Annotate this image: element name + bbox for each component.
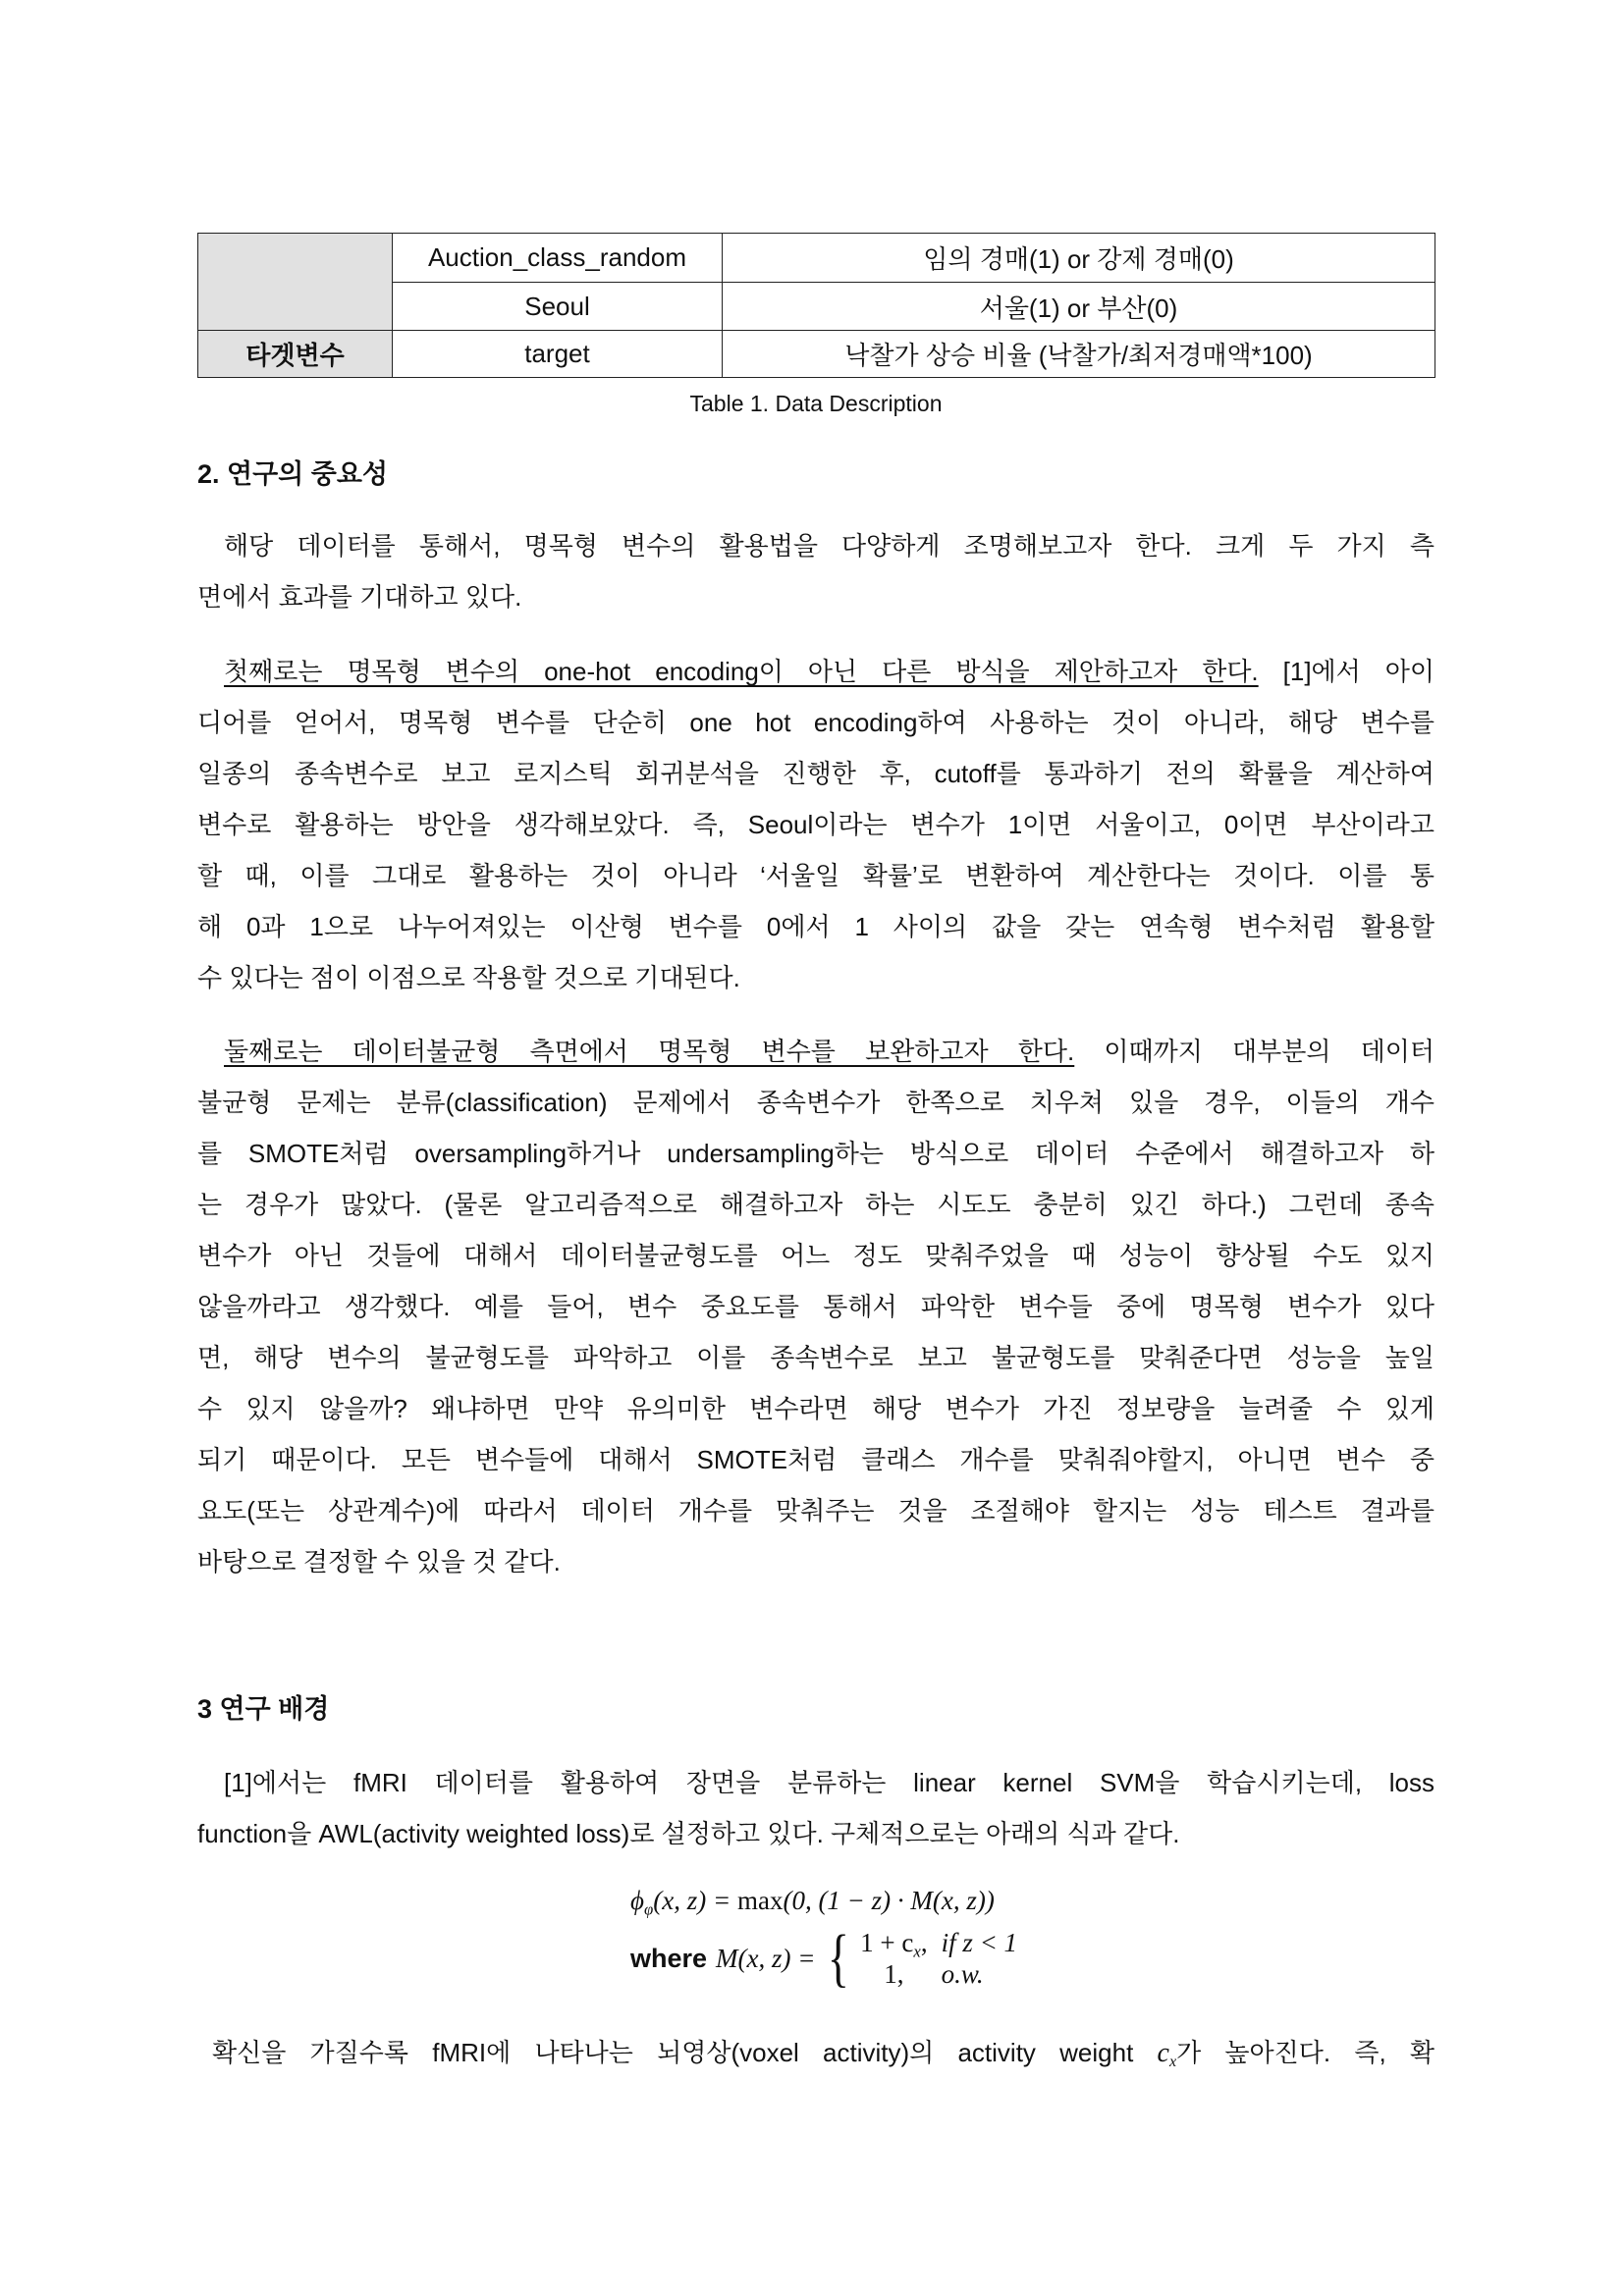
case-1-value	[860, 1927, 928, 1961]
activity-weight-subscript: x	[1168, 2054, 1177, 2071]
underlined-statement: 둘째로는 데이터불균형 측면에서 명목형 변수를 보완하고자 한다.	[224, 1037, 1075, 1066]
formula-weight-lhs: M(x, z) =	[716, 1943, 816, 1973]
underlined-statement: 첫째로는 명목형 변수의 one-hot encoding이 아닌 다른 방식을 제안하고자 한다.	[224, 657, 1259, 686]
text-line: 일종의 종속변수로 보고 로지스틱 회귀분석을 진행한 후, cutoff를 통과하기 전의 확률을 계산하여	[197, 759, 1435, 788]
table-description-cell: 낙찰가 상승 비율 (낙찰가/최저경매액*100)	[723, 331, 1435, 378]
formula-max-operator: max	[736, 1886, 784, 1915]
formula-piecewise-brace: {	[828, 1922, 850, 1994]
formula-arguments: (x, z) =	[653, 1886, 737, 1915]
table-variable-cell: Auction_class_random	[393, 234, 723, 283]
section-2-paragraph-3	[197, 1026, 1435, 1587]
case-1-separator: ,	[920, 1928, 928, 1957]
text-line: 불균형 문제는 분류(classification) 문제에서 종속변수가 한쪽으로 치우쳐 있을 경우, 이들의 개수	[197, 1088, 1435, 1117]
text-line	[197, 1026, 1435, 1077]
text-line: 요도(또는 상관계수)에 따라서 데이터 개수를 맞춰주는 것을 조절해야 할지는 성능 테스트 결과를	[197, 1496, 1435, 1525]
text-line: 면, 해당 변수의 불균형도를 파악하고 이를 종속변수로 보고 불균형도를 맞춰준다면 성능을 높일	[197, 1343, 1435, 1372]
case-1-value-text: 1 + c	[860, 1928, 914, 1957]
formula-cases	[860, 1927, 1017, 1990]
table-description-cell: 임의 경매(1) or 강제 경매(0)	[723, 234, 1435, 283]
data-description-table	[197, 233, 1435, 378]
activity-weight-variable: c	[1157, 2038, 1169, 2068]
text-before-variable: 확신을 가질수록 fMRI에 나타나는 뇌영상(voxel activity)의 activity weight	[212, 2038, 1158, 2067]
text-line	[197, 2027, 1435, 2078]
table-row	[198, 331, 1435, 378]
formula-where-keyword: where	[630, 1943, 708, 1973]
section-2-paragraph-2	[197, 646, 1435, 1003]
case-2-condition: o.w.	[941, 1959, 984, 1989]
table-variable-cell: Seoul	[393, 283, 723, 331]
section-2-paragraph-1	[197, 520, 1435, 622]
line-continuation: 이때까지 대부분의 데이터	[1074, 1037, 1435, 1066]
text-line: 는 경우가 많았다. (물론 알고리즘적으로 해결하고자 하는 시도도 충분히 있긴 하다.) 그런데 종속	[197, 1190, 1435, 1219]
formula-phi-subscript: φ	[643, 1899, 654, 1919]
case-1-condition: if z < 1	[941, 1928, 1018, 1957]
table-group-cell-target: 타겟변수	[198, 331, 393, 378]
text-line: 수 있지 않을까? 왜냐하면 만약 유의미한 변수라면 해당 변수가 가진 정보량을 늘려줄 수 있게	[197, 1394, 1435, 1423]
section-3-paragraph-2	[197, 2027, 1435, 2078]
text-line: 수 있다는 점이 이점으로 작용할 것으로 기대된다.	[197, 963, 740, 992]
section-3-paragraph-1	[197, 1757, 1435, 1859]
loss-formula-line-2	[630, 1922, 1018, 1994]
text-line: 해 0과 1으로 나누어져있는 이산형 변수를 0에서 1 사이의 값을 갖는 연속형 변수처럼 활용할	[197, 912, 1435, 941]
table-description-cell: 서울(1) or 부산(0)	[723, 283, 1435, 331]
text-after-variable: 가 높아진다. 즉, 확	[1176, 2038, 1435, 2067]
section-3-heading: 3 연구 배경	[197, 1694, 330, 1724]
text-line: [1]에서는 fMRI 데이터를 활용하여 장면을 분류하는 linear kernel SVM을 학습시키는데, loss	[224, 1768, 1435, 1797]
case-2-value: 1,	[884, 1959, 904, 1989]
data-description-table-wrap	[197, 233, 1435, 378]
table-caption: Table 1. Data Description	[689, 391, 943, 416]
text-line: function을 AWL(activity weighted loss)로 설정하고 있다. 구체적으로는 아래의 식과 같다.	[197, 1819, 1180, 1848]
text-line: 면에서 효과를 기대하고 있다.	[197, 582, 522, 612]
loss-formula-line-1	[630, 1882, 995, 1919]
text-line: 변수로 활용하는 방안을 생각해보았다. 즉, Seoul이라는 변수가 1이면 서울이고, 0이면 부산이라고	[197, 810, 1435, 839]
table-row	[198, 234, 1435, 283]
case-1-value-subscript: x	[913, 1942, 921, 1961]
formula-max-body: (0, (1 − z) · M(x, z))	[783, 1886, 995, 1915]
text-line: 되기 때문이다. 모든 변수들에 대해서 SMOTE처럼 클래스 개수를 맞춰줘야할지, 아니면 변수 중	[197, 1445, 1435, 1474]
text-line: 바탕으로 결정할 수 있을 것 같다.	[197, 1547, 561, 1576]
section-2-heading: 2. 연구의 중요성	[197, 459, 389, 489]
text-line: 할 때, 이를 그대로 활용하는 것이 아니라 ‘서울일 확률’로 변환하여 계산한다는 것이다. 이를 통	[197, 861, 1435, 890]
text-line: 않을까라고 생각했다. 예를 들어, 변수 중요도를 통해서 파악한 변수들 중에 명목형 변수가 있다	[197, 1292, 1435, 1321]
text-line: 해당 데이터를 통해서, 명목형 변수의 활용법을 다양하게 조명해보고자 한다. 크게 두 가지 측	[224, 531, 1435, 561]
text-line: 변수가 아닌 것들에 대해서 데이터불균형도를 어느 정도 맞춰주었을 때 성능이 향상될 수도 있지	[197, 1241, 1435, 1270]
formula-phi-symbol: ϕ	[630, 1886, 644, 1915]
table-group-cell-empty	[198, 234, 393, 331]
text-line: 디어를 얻어서, 명목형 변수를 단순히 one hot encoding하여 사용하는 것이 아니라, 해당 변수를	[197, 708, 1435, 737]
text-line: 를 SMOTE처럼 oversampling하거나 undersampling하는 방식으로 데이터 수준에서 해결하고자 하	[197, 1139, 1435, 1168]
text-line	[197, 646, 1435, 697]
table-variable-cell: target	[393, 331, 723, 378]
line-continuation: [1]에서 아이	[1258, 657, 1435, 686]
